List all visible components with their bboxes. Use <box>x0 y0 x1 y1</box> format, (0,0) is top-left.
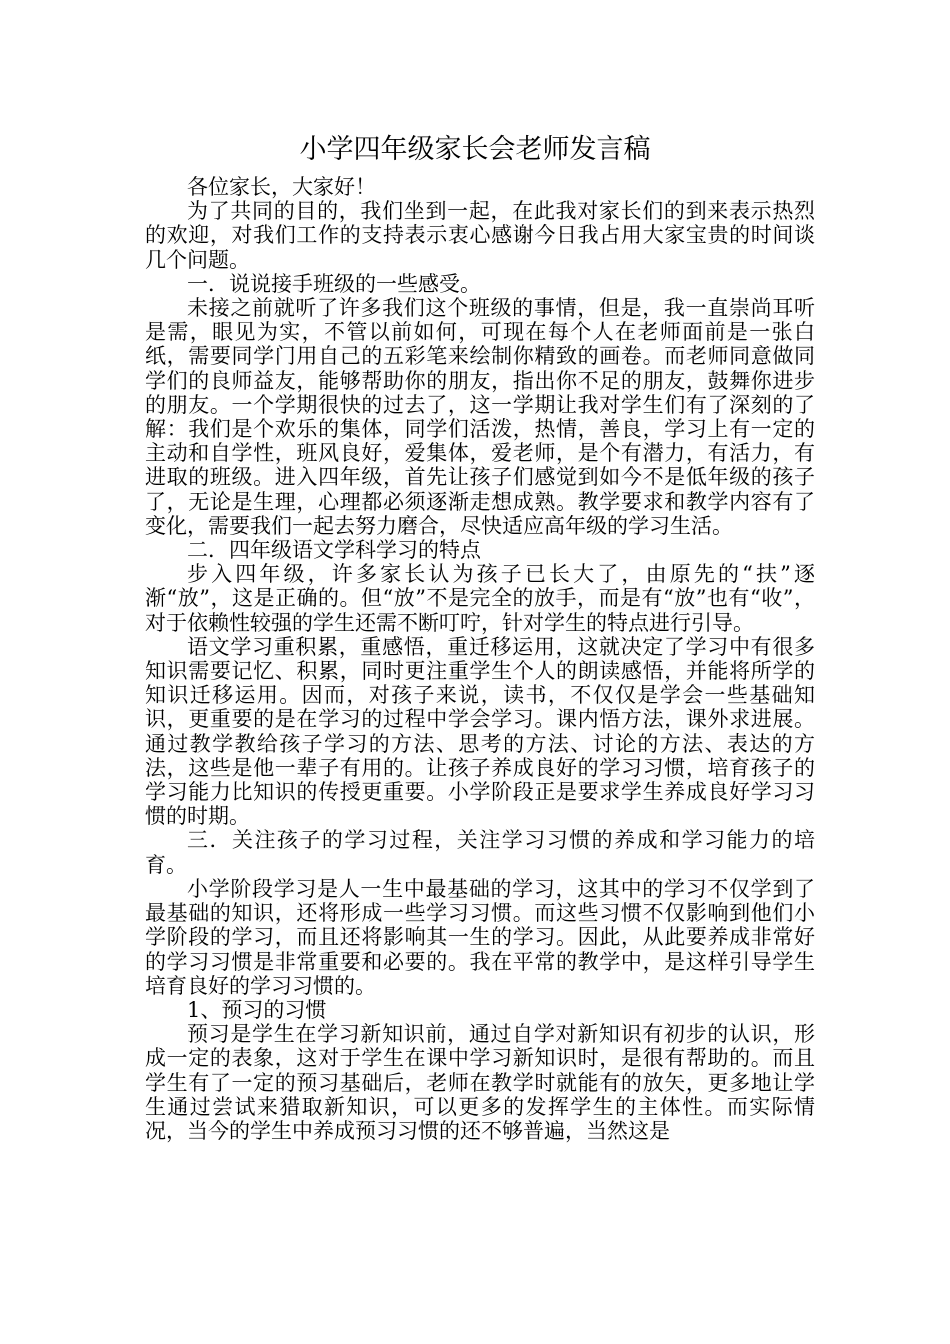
paragraph-greeting: 各位家长，大家好！ <box>187 175 376 199</box>
paragraph-learning-habits: 小学阶段学习是人一生中最基础的学习，这其中的学习不仅学到了最基础的知识，还将形成一些学习习惯。而这些习惯不仅影响到他们小学阶段的学习，而且还将影响其一生的学习。因此，从此要养成非常好的学习习惯是非常重要和必要的。我在平常的教学中，是这样引导学生培育良好的学习习惯的。 <box>145 876 815 998</box>
heading-section-3: 三．关注孩子的学习过程，关注学习习惯的养成和学习能力的培育。 <box>145 828 815 877</box>
heading-section-2: 二．四年级语文学科学习的特点 <box>187 538 481 563</box>
heading-subsection-preview: 1、预习的习惯 <box>187 997 327 1022</box>
paragraph-welcome: 为了共同的目的，我们坐到一起，在此我对家长们的到来表示热烈的欢迎，对我们工作的支持表示衷心感谢今日我占用大家宝贵的时间谈几个问题。 <box>145 199 815 272</box>
document-title: 小学四年级家长会老师发言稿 <box>299 134 651 165</box>
document-body <box>145 175 815 1143</box>
paragraph-chinese-learning: 语文学习重积累，重感悟，重迁移运用，这就决定了学习中有很多知识需要记忆、积累，同时更注重学生个人的朗读感悟，并能将所学的知识迁移运用。因而，对孩子来说，读书，不仅仅是学会一些基础知识，更重要的是在学习的过程中学会学习。课内悟方法，课外求进展。通过教学教给孩子学习的方法、思考的方法、讨论的方法、表达的方法，这些是他一辈子有用的。让孩子养成良好的学习习惯，培育孩子的学习能力比知识的传授更重要。小学阶段正是要求学生养成良好学习习惯的时期。 <box>145 634 815 829</box>
paragraph-preview-habit: 预习是学生在学习新知识前，通过自学对新知识有初步的认识，形成一定的表象，这对于学生在课中学习新知识时，是很有帮助的。而且学生有了一定的预习基础后，老师在教学时就能有的放矢，更多地让学生通过尝试来猎取新知识，可以更多的发挥学生的主体性。而实际情况，当今的学生中养成预习习惯的还不够普遍，当然这是 <box>145 1022 815 1143</box>
heading-section-1: 一．说说接手班级的一些感受。 <box>187 271 481 296</box>
paragraph-grade-four-intro: 步入四年级，许多家长认为孩子已长大了，由原先的“扶”逐渐“放”，这是正确的。但“放”不是完全的放手，而是有“放”也有“收”，对于依赖性较强的学生还需不断叮咛，针对学生的特点进行引导。 <box>145 562 815 635</box>
paragraph-class-impressions: 未接之前就听了许多我们这个班级的事情，但是，我一直崇尚耳听是需，眼见为实，不管以前如何，可现在每个人在老师面前是一张白纸，需要同学门用自己的五彩笔来绘制你精致的画卷。而老师同意做同学们的良师益友，能够帮助你的朋友，指出你不足的朋友，鼓舞你进步的朋友。一个学期很快的过去了，这一学期让我对学生们有了深刻的了解：我们是个欢乐的集体，同学们活泼，热情，善良，学习上有一定的主动和自学性，班风良好，爱集体，爱老师，是个有潜力，有活力，有进取的班级。进入四年级，首先让孩子们感觉到如今不是低年级的孩子了，无论是生理，心理都必须逐渐走想成熟。教学要求和教学内容有了变化，需要我们一起去努力磨合，尽快适应高年级的学习生活。 <box>145 296 815 538</box>
